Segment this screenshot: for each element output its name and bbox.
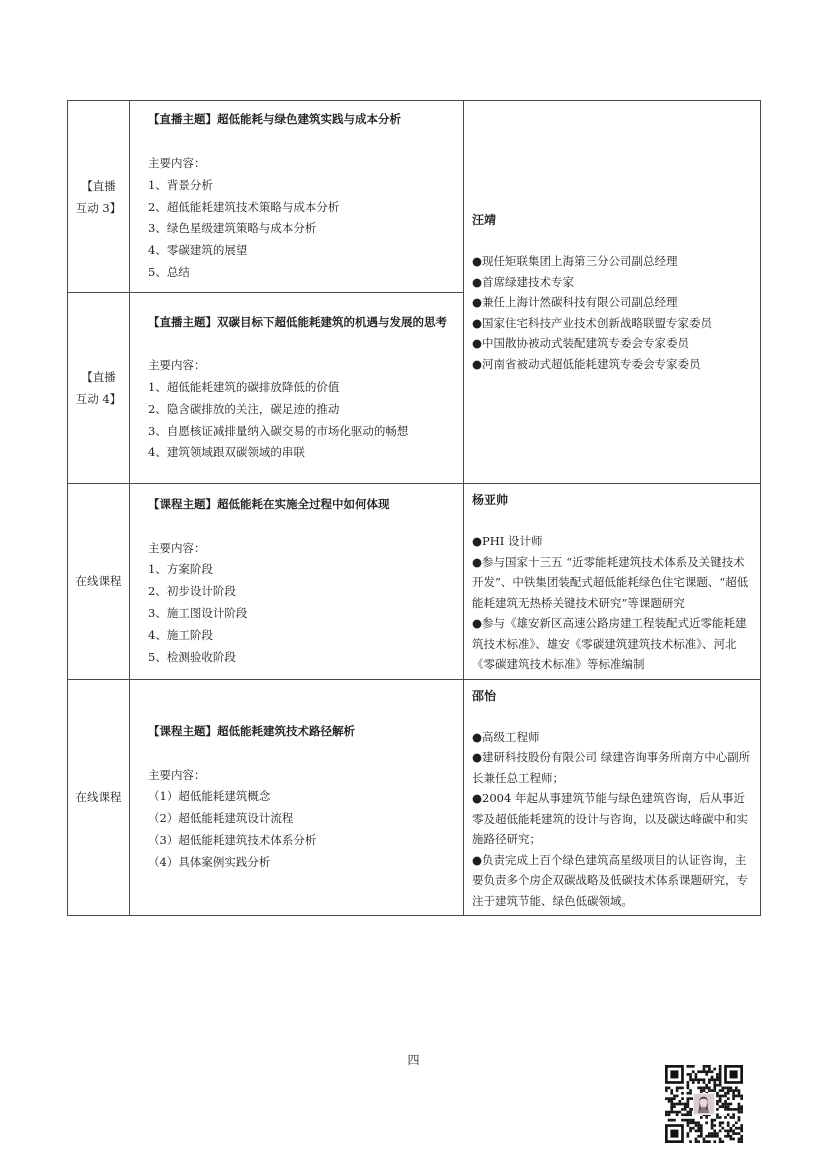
session-type-line1: 在线课程 [75,574,122,589]
expert-credential: ●高级工程师 [472,729,540,744]
content-item: 1、背景分析 [148,177,213,192]
session-title: 【直播主题】超低能耗与绿色建筑实践与成本分析 [148,112,401,127]
expert-name: 杨亚帅 [472,493,509,507]
page-number: 四 [407,1053,420,1067]
session-type-line1: 在线课程 [75,790,122,805]
session-type-line2: 互动 4】 [75,392,122,406]
content-item: 3、自愿核证减排量纳入碳交易的市场化驱动的畅想 [148,423,409,438]
session-type-line1: 【直播 [81,370,116,384]
content-item: 2、初步设计阶段 [148,584,236,599]
session-topic-cell-4 [130,679,464,916]
expert-credential: ●建研科技股份有限公司 绿建咨询事务所南方中心副所长兼任总工程师； [472,750,751,785]
expert-profile-wangjing [464,101,761,484]
content-item: 5、检测验收阶段 [148,649,236,664]
content-item: 5、总结 [148,264,190,279]
course-schedule-table [67,100,761,916]
qr-code [665,1065,743,1143]
expert-credential: ●兼任上海计然碳科技有限公司副总经理 [472,295,678,309]
session-title: 【课程主题】超低能耗建筑技术路径解析 [148,723,355,738]
qr-avatar-photo [693,1093,715,1115]
content-item: 1、超低能耗建筑的碳排放降低的价值 [148,380,340,395]
session-type-live-3 [68,101,130,293]
table-row [68,101,761,293]
expert-profile-yangyashuai [464,484,761,680]
content-item: （2）超低能耗建筑设计流程 [148,811,294,826]
expert-name: 邵怡 [472,688,497,703]
content-label: 主要内容： [148,540,206,555]
content-label: 主要内容： [148,358,206,373]
expert-credential: ●参与《雄安新区高速公路房建工程装配式近零能耗建筑技术标准》、雄安《零碳建筑建筑技术标准》、河北《零碳建筑技术标准》等标准编制 [472,616,747,671]
content-item: 3、施工图设计阶段 [148,606,248,621]
content-label: 主要内容： [148,155,206,170]
session-type-online-1 [68,484,130,680]
content-item: （3）超低能耗建筑技术体系分析 [148,832,317,847]
expert-credential: ●中国散协被动式装配建筑专委会专家委员 [472,336,690,350]
expert-credential: ●2004 年起从事建筑节能与绿色建筑咨询，后从事近零及超低能耗建筑的设计与咨询，以及碳达峰碳中和实施路径研究； [472,791,748,846]
session-topic-cell-1 [130,101,464,293]
session-topic-cell-3 [130,484,464,680]
content-item: 3、绿色星级建筑策略与成本分析 [148,221,317,236]
content-item: （1）超低能耗建筑概念 [148,789,271,804]
expert-credential: ●PHI 设计师 [472,534,543,548]
person-avatar-icon [694,1094,713,1113]
content-item: （4）具体案例实践分析 [148,854,271,869]
expert-profile-shaoyi [464,679,761,916]
session-type-online-2 [68,679,130,916]
expert-credential: ●国家住宅科技产业技术创新战略联盟专家委员 [472,315,713,330]
session-type-line2: 互动 3】 [75,200,122,215]
session-title: 【课程主题】超低能耗在实施全过程中如何体现 [148,497,390,512]
table-row [68,679,761,916]
content-item: 4、零碳建筑的展望 [148,243,248,258]
content-item: 2、超低能耗建筑技术策略与成本分析 [148,199,340,214]
session-title: 【直播主题】双碳目标下超低能耗建筑的机遇与发展的思考 [148,314,447,329]
expert-credential: ●负责完成上百个绿色建筑高星级项目的认证咨询，主要负责多个房企双碳战略及低碳技术体系课题研究，专注于建筑节能、绿色低碳领域。 [472,852,748,908]
content-label: 主要内容： [148,767,206,782]
session-type-live-4 [68,293,130,484]
expert-credential: ●参与国家十三五 “近零能耗建筑技术体系及关键技术开发”、中铁集团装配式超低能耗绿色住宅课题、“超低能耗建筑无热桥关键技术研究”等课题研究 [472,554,749,610]
content-item: 2、隐含碳排放的关注，碳足迹的推动 [148,401,340,416]
expert-credential: ●河南省被动式超低能耗建筑专委会专家委员 [472,356,701,371]
content-item: 1、方案阶段 [148,562,213,577]
expert-name: 汪靖 [472,213,497,227]
content-item: 4、施工阶段 [148,627,213,642]
content-item: 4、建筑领域跟双碳领域的串联 [148,445,305,460]
session-type-line1: 【直播 [81,178,116,193]
expert-credential: ●首席绿建技术专家 [472,274,575,289]
expert-credential: ●现任矩联集团上海第三分公司副总经理 [472,254,678,268]
session-topic-cell-2 [130,293,464,484]
table-row [68,484,761,680]
